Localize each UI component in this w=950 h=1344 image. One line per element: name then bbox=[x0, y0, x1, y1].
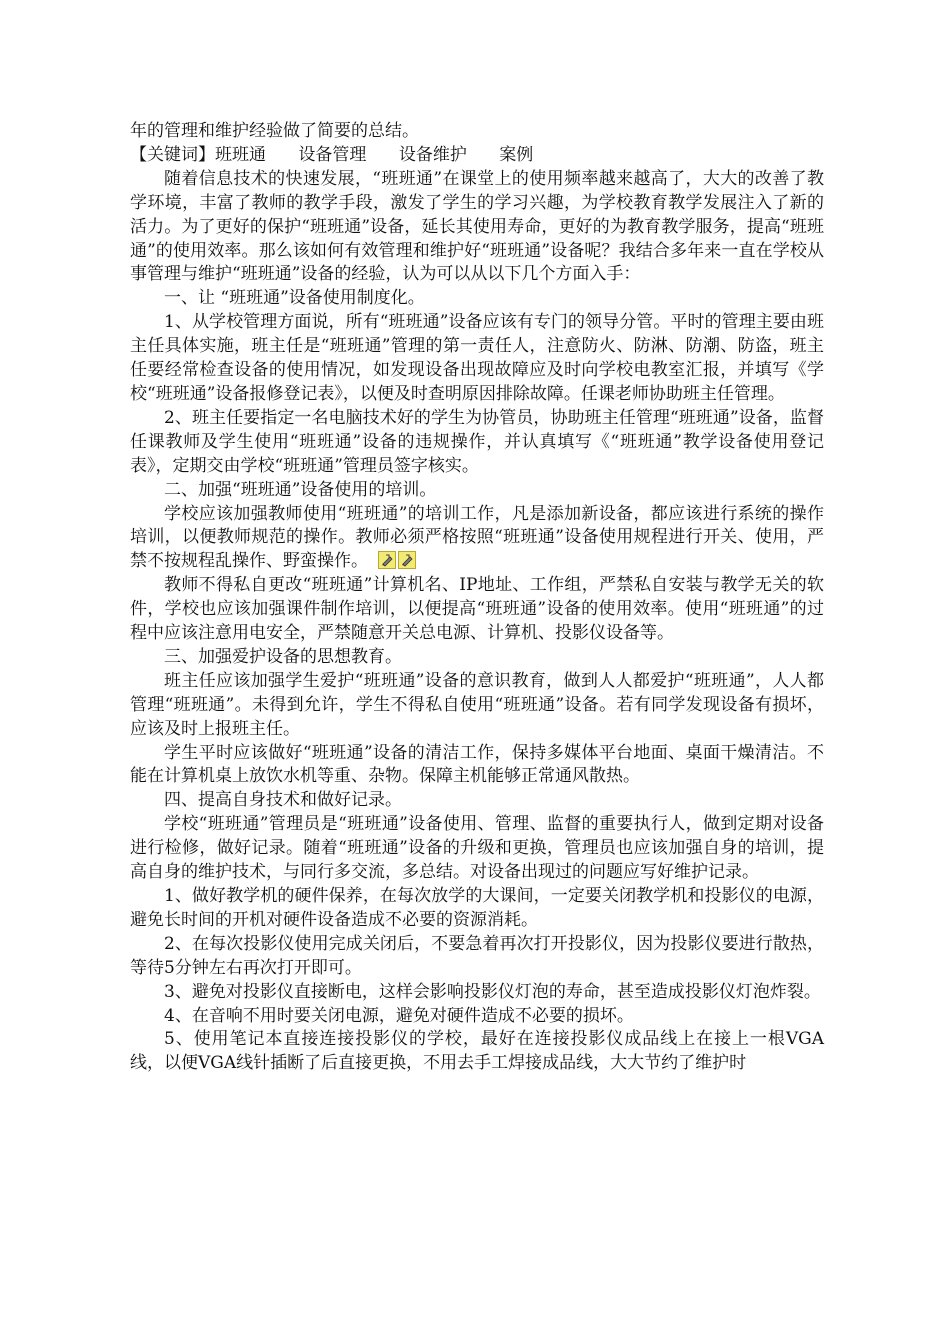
pencil-icon bbox=[398, 551, 416, 569]
section-heading-1: 一、让 “班班通”设备使用制度化。 bbox=[164, 288, 425, 309]
paragraph-4-4: 4、在音响不用时要关闭电源，避免对硬件造成不必要的损坏。 bbox=[164, 1005, 634, 1026]
paragraph-4-intro: 学校“班班通”管理员是“班班通”设备使用、管理、监督的重要执行人，做到定期对设备进行检修，做好记录。随着“班班通”设备的升级和更换，管理员也应该加强自身的培训，提高自身的维护技术，与同行多交流，多总结。对设备出现过的问题应写好维护记录。 bbox=[130, 814, 824, 883]
intro-tail: 年的管理和维护经验做了简要的总结。 bbox=[130, 121, 419, 141]
paragraph-2-1-text: 学校应该加强教师使用“班班通”的培训工作，凡是添加新设备，都应该进行系统的操作培训，以便教师规范的操作。教师必须严格按照“班班通”设备使用规程进行开关、使用，严禁不按规程乱操作、野蛮操作。 bbox=[130, 503, 824, 572]
paragraph-1-1: 1、从学校管理方面说，所有“班班通”设备应该有专门的领导分管。平时的管理主要由班主任具体实施，班主任是“班班通”管理的第一责任人，注意防火、防淋、防潮、防盗，班主任要经常检查设备的使用情况，如发现设备出现故障应及时向学校电教室汇报，并填写《学校“班班通”设备报修登记表》，以便及时查明原因排除故障。任课老师协助班主任管理。 bbox=[130, 312, 824, 404]
paragraph-2-1 bbox=[130, 503, 824, 575]
inline-icon-group bbox=[378, 551, 416, 569]
paragraph-1-2: 2、班主任要指定一名电脑技术好的学生为协管员，协助班主任管理“班班通”设备，监督任课教师及学生使用“班班通”设备的违规操作，并认真填写《“班班通”教学设备使用登记表》，定期交由学校“班班通”管理员签字核实。 bbox=[130, 407, 824, 476]
paragraph-2-2: 教师不得私自更改“班班通”计算机名、IP地址、工作组，严禁私自安装与教学无关的软件，学校也应该加强课件制作培训，以便提高“班班通”设备的使用效率。使用“班班通”的过程中应该注意用电安全，严禁随意开关总电源、计算机、投影仪设备等。 bbox=[130, 575, 824, 644]
paragraph-intro: 随着信息技术的快速发展，“班班通”在课堂上的使用频率越来越高了，大大的改善了教学环境，丰富了教师的教学手段，激发了学生的学习兴趣，为学校教育教学发展注入了新的活力。为了更好的保护“班班通”设备，延长其使用寿命，更好的为教育教学服务，提高“班班通”的使用效率。那么该如何有效管理和维护好“班班通”设备呢？我结合多年来一直在学校从事管理与维护“班班通”设备的经验，认为可以从以下几个方面入手： bbox=[130, 168, 824, 285]
section-heading-4: 四、提高自身技术和做好记录。 bbox=[164, 790, 402, 811]
paragraph-4-2: 2、在每次投影仪使用完成关闭后，不要急着再次打开投影仪，因为投影仪要进行散热，等待5分钟左右再次打开即可。 bbox=[130, 933, 824, 978]
paragraph-4-3: 3、避免对投影仪直接断电，这样会影响投影仪灯泡的寿命，甚至造成投影仪灯泡炸裂。 bbox=[164, 981, 821, 1002]
keywords-line: 【关键词】班班通 设备管理 设备维护 案例 bbox=[130, 144, 534, 165]
pencil-icon bbox=[378, 551, 396, 569]
section-heading-2: 二、加强“班班通”设备使用的培训。 bbox=[164, 479, 437, 500]
paragraph-3-1: 班主任应该加强学生爱护“班班通”设备的意识教育，做到人人都爱护“班班通”，人人都管理“班班通”。未得到允许，学生不得私自使用“班班通”设备。若有同学发现设备有损坏，应该及时上报班主任。 bbox=[130, 670, 824, 739]
section-heading-3: 三、加强爱护设备的思想教育。 bbox=[164, 646, 402, 667]
document-body bbox=[130, 120, 824, 1076]
paragraph-3-2: 学生平时应该做好“班班通”设备的清洁工作，保持多媒体平台地面、桌面干燥清洁。不能在计算机桌上放饮水机等重、杂物。保障主机能够正常通风散热。 bbox=[130, 742, 824, 787]
paragraph-4-5: 5、使用笔记本直接连接投影仪的学校，最好在连接投影仪成品线上在接上一根VGA线，以便VGA线针插断了后直接更换，不用去手工焊接成品线，大大节约了维护时 bbox=[130, 1029, 824, 1074]
paragraph-4-1: 1、做好教学机的硬件保养，在每次放学的大课间，一定要关闭教学机和投影仪的电源，避免长时间的开机对硬件设备造成不必要的资源消耗。 bbox=[130, 886, 824, 930]
